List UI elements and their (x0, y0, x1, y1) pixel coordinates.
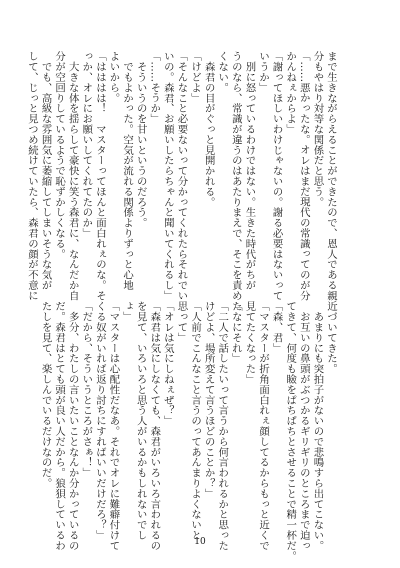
text-line: ょ」 (121, 301, 134, 322)
text-line: 「森君は気にしなくても、森君がいろいろ言われるの (148, 301, 161, 551)
text-line: てきて、何度も瞼をぱちぱちとさせることで精一杯だ。 (284, 301, 297, 561)
text-line: うのなら、常識が違うのはあたりまえで、そこを責めた (229, 51, 242, 311)
text-line: 多分、わたしの言いたいことなんか分かっているの (66, 301, 79, 551)
text-line: 「人前でこんなこと言うのってあんまりよくないと (189, 301, 202, 541)
text-line: たしを見て、楽しんでいるだけなのだ。 (39, 301, 52, 489)
text-line: 思って」 (175, 301, 188, 343)
text-line: 「けどよ」 (189, 51, 202, 103)
text-line: けどよ、場所変えて言うほどのことか？」 (202, 301, 215, 499)
text-line: 「オレは気にしねぇぜ？」 (161, 301, 174, 426)
text-line: 近づいてきた。 (325, 301, 337, 374)
text-line: 「マスターは心配性だなあ。それでオレに難癖付けて (107, 301, 120, 551)
text-line: 森君の目がぐっと見開かれる。 (202, 51, 215, 207)
text-line: 大きな体を揺らして豪快に笑う森君に、なんだか自 (66, 51, 79, 301)
top-text-block (24, 51, 337, 311)
text-line: 「謝ってほしいわけじゃないの。謝る必要はないって (270, 51, 283, 301)
text-line: っか、オレにお願いしてくれてたのか」 (80, 51, 93, 239)
text-line: そういうのを甘いというのだろう。 (134, 51, 147, 228)
page-number: 10 (194, 537, 206, 547)
text-line: 「二人で話したいって言うから何言われるかと思った (216, 301, 229, 551)
text-line: 「マスターが折角面白れぇ顔してるからもっと近くで (257, 301, 270, 551)
text-line: 「……悪かったな。オレはまだ現代の常識ってのが分 (297, 51, 310, 301)
text-line: して、じっと見つめ続けていたら、森君の顔が不意に (25, 51, 38, 301)
text-line: 「そんなこと必要ないって分かってくれたらそれでい (175, 51, 188, 301)
text-line: 見てたくなった」 (243, 301, 256, 385)
text-line: だ。森君はとても頭が良い人だから。狼狽しているわ (53, 301, 66, 551)
text-line: 「だから、そういうところがさぁ！」 (80, 301, 93, 478)
text-line: 「はははは！ マスターってほんと面白れぇのな。そ (93, 51, 106, 301)
text-line: を見て、いろいろと思う人がいるかもしれないでし (134, 301, 147, 541)
text-line: 分が空回りしているようで恥ずかしくなる。 (53, 51, 66, 259)
text-line: でもよかった。空気が流れる関係よりずっと心地 (121, 51, 134, 291)
text-line: あまりにも突拍子がないので悲鳴すら出てこない。 (311, 301, 324, 551)
text-line: くない。 (216, 51, 229, 93)
text-line: 「森、君」 (270, 301, 283, 353)
text-line: いの。森君、お願いしたらちゃんと聞いてくれるし」 (161, 51, 174, 301)
text-line: まで生きながらえることができたので、恩人である親 (325, 51, 337, 301)
text-line: でも、高級な雰囲気に萎縮してしまいそうな気が (39, 51, 52, 291)
text-line: 分もやはり対等な関係だと思う。 (311, 51, 324, 207)
text-line: 「なにそれ」 (229, 301, 242, 364)
text-line: よいから。 (107, 51, 120, 103)
text-line: かんねぇからよ」 (284, 51, 297, 135)
text-line: いうか」 (257, 51, 270, 93)
text-line: 別に怒っているわけではない。生きた時代がちが (243, 51, 256, 291)
text-line: お互いの鼻頭がぶつかるギリギリのところまで迫っ (297, 301, 310, 551)
text-line: くる奴がいれば返り討ちにすればいいだけだろ？」 (93, 301, 106, 541)
text-line: 「……そうか」 (148, 51, 161, 124)
